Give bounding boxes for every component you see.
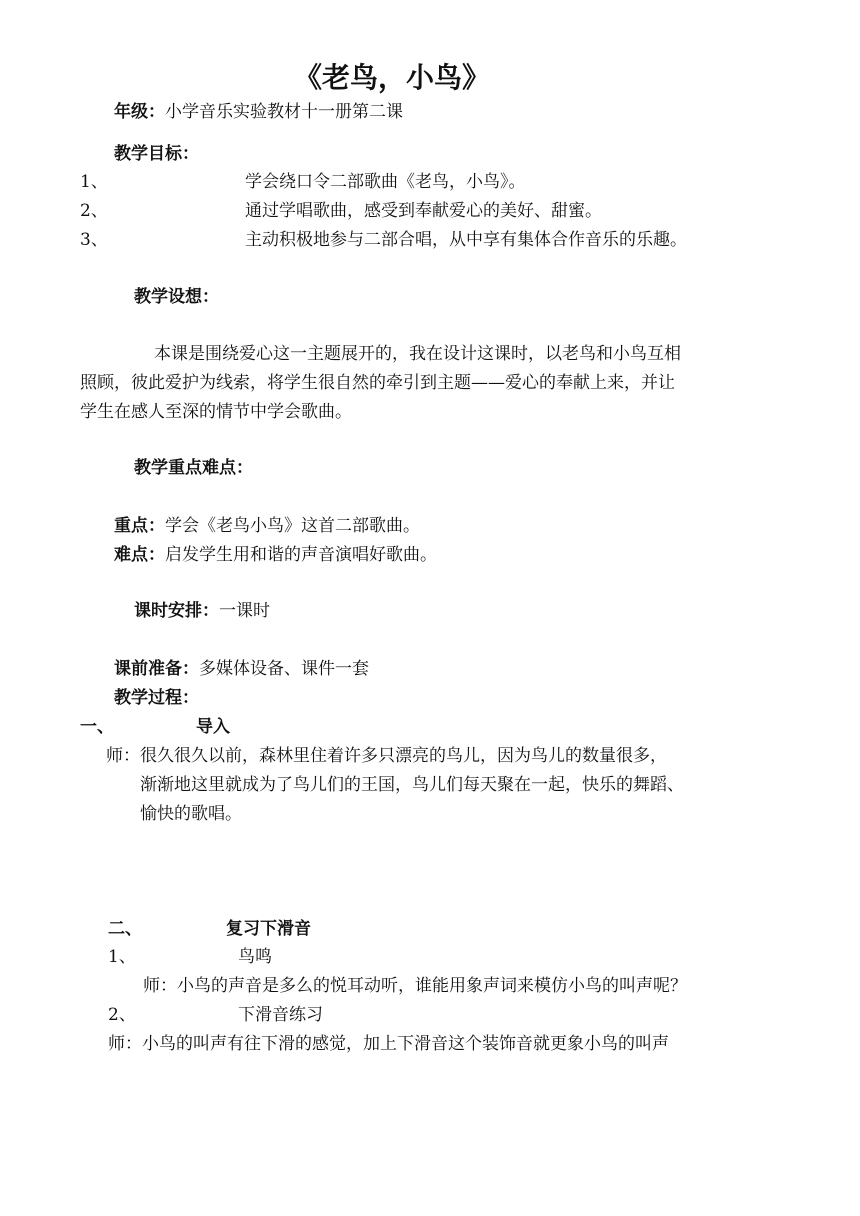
objective-num-3: 3、: [80, 230, 108, 250]
process-heading: 教学过程：: [114, 688, 199, 708]
difficult-point: [114, 544, 437, 566]
section1-line-3: 愉快的歌唱。: [140, 804, 242, 824]
key-point: [114, 515, 420, 537]
section2-sub1-num: 1、: [108, 947, 136, 967]
objective-num-2: 2、: [80, 201, 108, 221]
section2-title: 复习下滑音: [226, 919, 311, 939]
key-point-text: 学会《老鸟小鸟》这首二部歌曲。: [165, 516, 420, 536]
preparation-label: 课前准备：: [114, 659, 199, 679]
section1-line-1: 师：很久很久以前，森林里住着许多只漂亮的鸟儿，因为鸟儿的数量很多，: [106, 746, 667, 766]
section1-num: 一、: [80, 717, 114, 737]
concept-heading: 教学设想：: [134, 287, 219, 307]
schedule-value: 一课时: [219, 601, 270, 621]
section2-sub1-text: 师：小鸟的声音是多么的悦耳动听，谁能用象声词来模仿小鸟的叫声呢？: [143, 976, 687, 996]
objective-text-2: 通过学唱歌曲，感受到奉献爱心的美好、甜蜜。: [245, 201, 602, 221]
objectives-heading: 教学目标：: [114, 144, 199, 164]
grade-line: [114, 101, 403, 123]
section2-sub2-title: 下滑音练习: [238, 1005, 323, 1025]
concept-line-2: 照顾，彼此爱护为线索，将学生很自然的牵引到主题——爱心的奉献上来，并让: [80, 373, 675, 393]
section1-line-2: 渐渐地这里就成为了鸟儿们的王国，鸟儿们每天聚在一起，快乐的舞蹈、: [140, 775, 684, 795]
section2-sub2-text: 师：小鸟的叫声有往下滑的感觉，加上下滑音这个装饰音就更象小鸟的叫声: [108, 1034, 669, 1054]
grade-label: 年级：: [114, 102, 165, 122]
objective-text-1: 学会绕口令二部歌曲《老鸟，小鸟》。: [245, 172, 526, 192]
concept-line-1: 本课是围绕爱心这一主题展开的，我在设计这课时，以老鸟和小鸟互相: [154, 344, 681, 364]
section2-sub2-num: 2、: [108, 1005, 136, 1025]
key-point-label: 重点：: [114, 516, 165, 536]
section2-num: 二、: [108, 919, 142, 939]
schedule-label: 课时安排：: [134, 601, 219, 621]
section2-sub1-title: 鸟鸣: [238, 947, 272, 967]
document-title: 《老鸟，小鸟》: [294, 61, 491, 94]
preparation-value: 多媒体设备、课件一套: [199, 659, 369, 679]
difficult-point-label: 难点：: [114, 545, 165, 565]
objective-num-1: 1、: [80, 172, 108, 192]
preparation-line: [114, 658, 369, 680]
objective-text-3: 主动积极地参与二部合唱，从中享有集体合作音乐的乐趣。: [245, 230, 687, 250]
grade-value: 小学音乐实验教材十一册第二课: [165, 102, 403, 122]
difficult-point-text: 启发学生用和谐的声音演唱好歌曲。: [165, 545, 437, 565]
keypoints-heading: 教学重点难点：: [134, 458, 253, 478]
concept-line-3: 学生在感人至深的情节中学会歌曲。: [80, 402, 352, 422]
schedule-line: [134, 600, 270, 622]
section1-title: 导入: [196, 717, 230, 737]
